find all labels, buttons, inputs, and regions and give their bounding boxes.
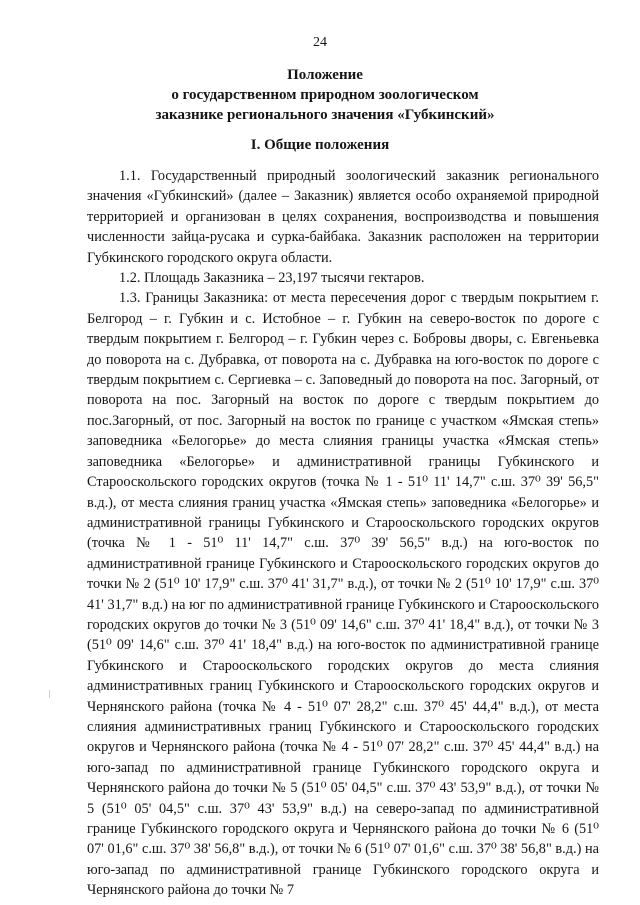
title-line-3: заказнике регионального значения «Губкинский» xyxy=(155,107,495,123)
page-number: 24 xyxy=(313,35,327,50)
paragraph-1-1: 1.1. Государственный природный зоологический заказник регионального значения «Губкинский» (далее – Заказник) является особо охраняемой природной территорией и организован в целях сохранения, воспроизводства и повышения численности зайца-русака и сурка-байбака. Заказник расположен на территории Губкинского городского округа области. xyxy=(87,168,599,266)
document-body xyxy=(87,166,599,901)
paragraph-1-3: 1.3. Границы Заказника: от места пересечения дорог с твердым покрытием г. Белгород – г. Губкин и с. Истобное – г. Губкин на северо-восток по дороге с твердым покрытием г. Белгород – г. Губкин через с. Бобровы дворы, с. Евгеньевка до поворота на с. Дубравка, от поворота на с. Дубравка на юго-восток по дороге с твердым покрытием с. Сергиевка – с. Заповедный до поворота на пос. Загорный, от поворота на пос. Загорный на восток по дороге с твердым покрытием до пос.Загорный, от пос. Загорный на восток по границе с участком «Ямская степь» заповедника «Белогорье» до места слияния границы участка «Ямская степь» заповедника «Белогорье» и административной границы Губкинского и Старооскольского городских округов (точка № 1 - 51⁰ 11' 14,7" с.ш. 37⁰ 39' 56,5" в.д.), от места слияния границ участка «Ямская степь» заповедника «Белогорье» и административной границы Губкинского и Старооскольского городских округов (точка № 1 - 51⁰ 11' 14,7" с.ш. 37⁰ 39' 56,5" в.д.) на юго-восток по административной границе Губкинского и Старооскольского городских округов до точки № 2 (51⁰ 10' 17,9" с.ш. 37⁰ 41' 31,7" в.д.), от точки № 2 (51⁰ 10' 17,9" с.ш. 37⁰ 41' 31,7" в.д.) на юг по административной границе Губкинского и Старооскольского городских округов до точки № 3 (51⁰ 09' 14,6" с.ш. 37⁰ 41' 18,4" в.д.), от точки № 3 (51⁰ 09' 14,6" с.ш. 37⁰ 41' 18,4" в.д.) на юго-восток по административной границе Губкинского и Старооскольского городских округов до места слияния административных границ Губкинского и Старооскольского городских округов и Чернянского района (точка № 4 - 51⁰ 07' 28,2" с.ш. 37⁰ 45' 44,4" в.д.), от места слияния административных границ Губкинского и Старооскольского городских округов и Чернянского района (точка № 4 - 51⁰ 07' 28,2" с.ш. 37⁰ 45' 44,4" в.д.) на юго-запад по административной границе Губкинского городского округа и Чернянского района до точки № 5 (51⁰ 05' 04,5" с.ш. 37⁰ 43' 53,9" в.д.), от точки № 5 (51⁰ 05' 04,5" с.ш. 37⁰ 43' 53,9" в.д.) на северо-запад по административной границе Губкинского городского округа и Чернянского района до точки № 6 (51⁰ 07' 01,6" с.ш. 37⁰ 38' 56,8" в.д.), от точки № 6 (51⁰ 07' 01,6" с.ш. 37⁰ 38' 56,8" в.д.) на юго-запад по административной границе Губкинского городского округа и Чернянского района до точки № 7 xyxy=(87,290,599,899)
paragraph-1-2: 1.2. Площадь Заказника – 23,197 тысячи гектаров. xyxy=(119,270,425,287)
document-title xyxy=(60,65,590,125)
title-line-1: Положение xyxy=(287,67,363,83)
section-heading: I. Общие положения xyxy=(250,137,390,153)
title-line-2: о государственном природном зоологическом xyxy=(171,87,479,103)
margin-mark xyxy=(49,690,50,698)
